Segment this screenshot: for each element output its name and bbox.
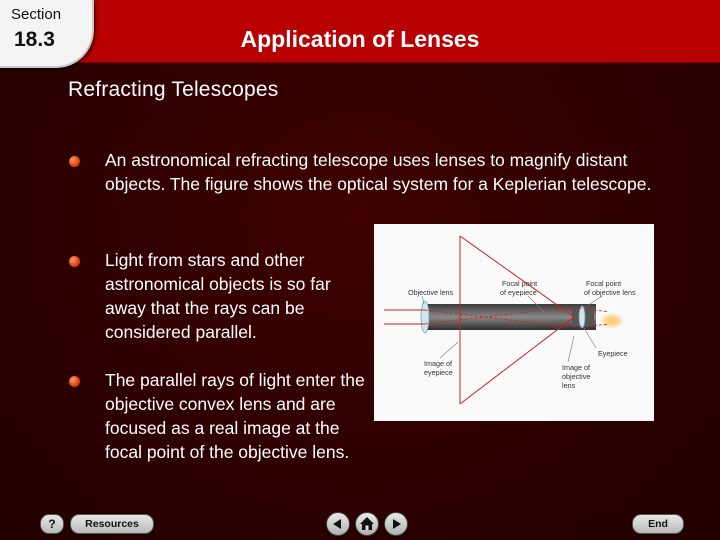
home-icon <box>356 513 378 535</box>
bullet-icon <box>69 256 80 267</box>
slide-title <box>0 26 720 53</box>
footer-toolbar <box>0 508 720 540</box>
home-button[interactable] <box>355 512 379 536</box>
label-objective-lens: Objective lens <box>408 288 454 297</box>
telescope-diagram <box>374 224 654 421</box>
label-focal-eyepiece-2: of eyepiece <box>500 288 537 297</box>
help-button[interactable] <box>40 514 64 534</box>
resources-label: Resources <box>85 518 139 530</box>
section-number: 18.3 <box>14 28 55 51</box>
bullet-text-2: Light from stars and other astronomical objects is so far away that the rays can be considered parallel. <box>105 250 331 342</box>
help-icon: ? <box>48 517 56 531</box>
next-button[interactable] <box>384 512 408 536</box>
eye-glow <box>600 313 624 329</box>
slide-heading: Refracting Telescopes <box>68 78 279 101</box>
label-image-eyepiece-1: Image of <box>424 359 452 368</box>
bullet-icon <box>69 376 80 387</box>
telescope-figure <box>374 224 654 421</box>
previous-icon <box>327 513 349 535</box>
label-eyepiece: Eyepiece <box>598 349 628 358</box>
pointer-line <box>440 342 458 358</box>
bullet-text-3: The parallel rays of light enter the objective convex lens and are focused as a real image at the focal point of the objective lens. <box>105 370 365 462</box>
eyepiece-lens-shape <box>579 306 585 328</box>
label-image-objective-1: Image of <box>562 363 590 372</box>
section-label: Section <box>11 6 62 23</box>
resources-button[interactable] <box>70 514 154 534</box>
next-icon <box>385 513 407 535</box>
slide-title-text: Application of Lenses <box>240 26 480 52</box>
end-label: End <box>648 518 668 530</box>
label-focal-objective-2: of objective lens <box>584 288 636 297</box>
pointer-line <box>568 336 574 362</box>
bullet-text-1: An astronomical refracting telescope uses lenses to magnify distant objects. The figure shows the optical system for a Keplerian telescope. <box>105 150 652 194</box>
label-image-objective-3: lens <box>562 381 576 390</box>
pointer-line <box>584 328 596 348</box>
bullet-icon <box>69 156 80 167</box>
objective-lens-shape <box>421 301 429 333</box>
previous-button[interactable] <box>326 512 350 536</box>
label-image-eyepiece-2: eyepiece <box>424 368 453 377</box>
end-button[interactable] <box>632 514 684 534</box>
label-focal-eyepiece-1: Focal point <box>502 279 538 288</box>
label-focal-objective-1: Focal point <box>586 279 622 288</box>
label-image-objective-2: objective <box>562 372 591 381</box>
